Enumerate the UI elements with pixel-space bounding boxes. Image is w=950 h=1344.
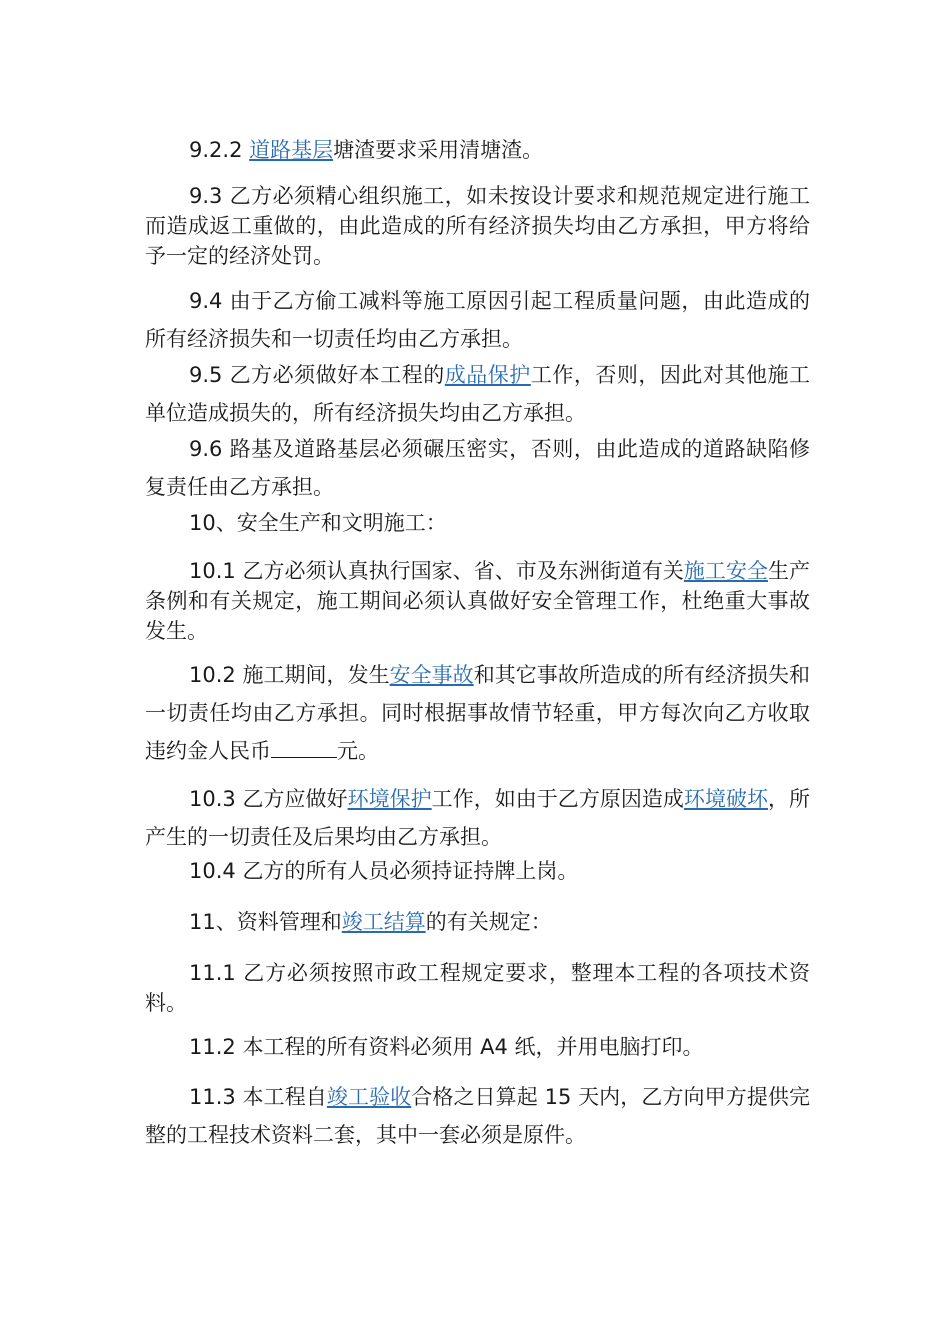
paragraph-10-3 xyxy=(145,780,810,856)
body-text: A4 xyxy=(480,1035,508,1059)
clause-number: 11.2 xyxy=(189,1035,243,1059)
body-text: 和其它事故所造成的所有经济损失和一切责任均由乙方承担。同时根据事故情节轻重，甲方每次向乙方收取违约金人民币 xyxy=(145,663,811,763)
body-text: 乙方的所有人员必须持证持牌上岗。 xyxy=(242,859,579,883)
paragraph-9-6 xyxy=(145,430,810,506)
body-text: 工作，否则，因此对其他施工单位造成损失的，所有经济损失均由乙方承担。 xyxy=(145,363,810,425)
body-text: 本工程的所有资料必须用 xyxy=(242,1035,481,1059)
body-text: 由于乙方偷工减料等施工原因引起工程质量问题，由此造成的所有经济损失和一切责任均由乙方承担。 xyxy=(145,289,810,351)
term-link[interactable]: 环境保护 xyxy=(347,787,432,811)
term-link[interactable]: 成品保护 xyxy=(444,363,531,387)
body-text: 工作，如由于乙方原因造成 xyxy=(431,787,684,811)
body-text: 乙方必须认真执行国家、省、市及东洲街道有关 xyxy=(242,559,684,583)
clause-number: 10.2 xyxy=(189,663,243,687)
clause-number: 9.4 xyxy=(189,289,230,313)
clause-number: 9.2.2 xyxy=(189,138,250,162)
paragraph-11-1 xyxy=(145,958,810,1018)
paragraph-10-2 xyxy=(145,656,810,770)
paragraph-9-5 xyxy=(145,356,810,432)
clause-number: 10.4 xyxy=(189,859,243,883)
clause-number: 9.5 xyxy=(189,363,230,387)
heading-11 xyxy=(145,903,810,941)
clause-number: 9.3 xyxy=(189,184,230,208)
body-text: 乙方应做好 xyxy=(242,787,348,811)
body-text: 乙方必须精心组织施工，如未按设计要求和规范规定进行施工而造成返工重做的，由此造成的所有经济损失均由乙方承担，甲方将给予一定的经济处罚。 xyxy=(145,184,810,268)
body-text: 生产条例和有关规定，施工期间必须认真做好安全管理工作，杜绝重大事故发生。 xyxy=(145,559,811,643)
paragraph-9-2-2 xyxy=(145,131,810,169)
body-text: 合格之日算起 xyxy=(411,1085,545,1109)
clause-number: 10.3 xyxy=(189,787,243,811)
body-text: 纸，并用电脑打印。 xyxy=(507,1035,704,1059)
heading-10 xyxy=(145,504,810,542)
paragraph-9-4 xyxy=(145,282,810,358)
term-link[interactable]: 安全事故 xyxy=(389,663,474,687)
body-text: 元。 xyxy=(337,739,379,763)
term-link[interactable]: 竣工结算 xyxy=(341,910,426,934)
paragraph-11-3 xyxy=(145,1078,810,1154)
body-text: 本工程自 xyxy=(242,1085,327,1109)
clause-number: 11.3 xyxy=(189,1085,243,1109)
body-text: ，所产生的一切责任及后果均由乙方承担。 xyxy=(145,787,811,849)
body-text: 乙方必须做好本工程的 xyxy=(229,363,445,387)
clause-number: 9.6 xyxy=(189,437,230,461)
term-link[interactable]: 竣工验收 xyxy=(326,1085,412,1109)
body-text: 、资料管理和 xyxy=(215,910,342,934)
body-text: 、安全生产和文明施工： xyxy=(215,511,447,535)
body-text: 塘渣要求采用清塘渣。 xyxy=(333,138,544,162)
term-link[interactable]: 道路基层 xyxy=(249,138,334,162)
body-text: 的有关规定： xyxy=(425,910,552,934)
clause-number: 11.1 xyxy=(189,961,244,985)
body-text: 施工期间，发生 xyxy=(242,663,390,687)
paragraph-10-1 xyxy=(145,556,810,646)
body-text: 路基及道路基层必须碾压密实，否则，由此造成的道路缺陷修复责任由乙方承担。 xyxy=(145,437,810,499)
body-text: 天内，乙方向甲方提供完整的工程技术资料二套，其中一套必须是原件。 xyxy=(145,1085,811,1147)
body-text: 乙方必须按照市政工程规定要求，整理本工程的各项技术资料。 xyxy=(145,961,810,1015)
clause-number: 10 xyxy=(189,511,216,535)
term-link[interactable]: 环境破坏 xyxy=(683,787,769,811)
blank-line xyxy=(271,739,337,758)
term-link[interactable]: 施工安全 xyxy=(683,559,768,583)
paragraph-10-4 xyxy=(145,852,810,890)
paragraph-11-2 xyxy=(145,1028,810,1066)
clause-number: 10.1 xyxy=(189,559,243,583)
paragraph-9-3 xyxy=(145,181,810,271)
clause-number: 11 xyxy=(189,910,216,934)
body-text: 15 xyxy=(544,1085,572,1109)
